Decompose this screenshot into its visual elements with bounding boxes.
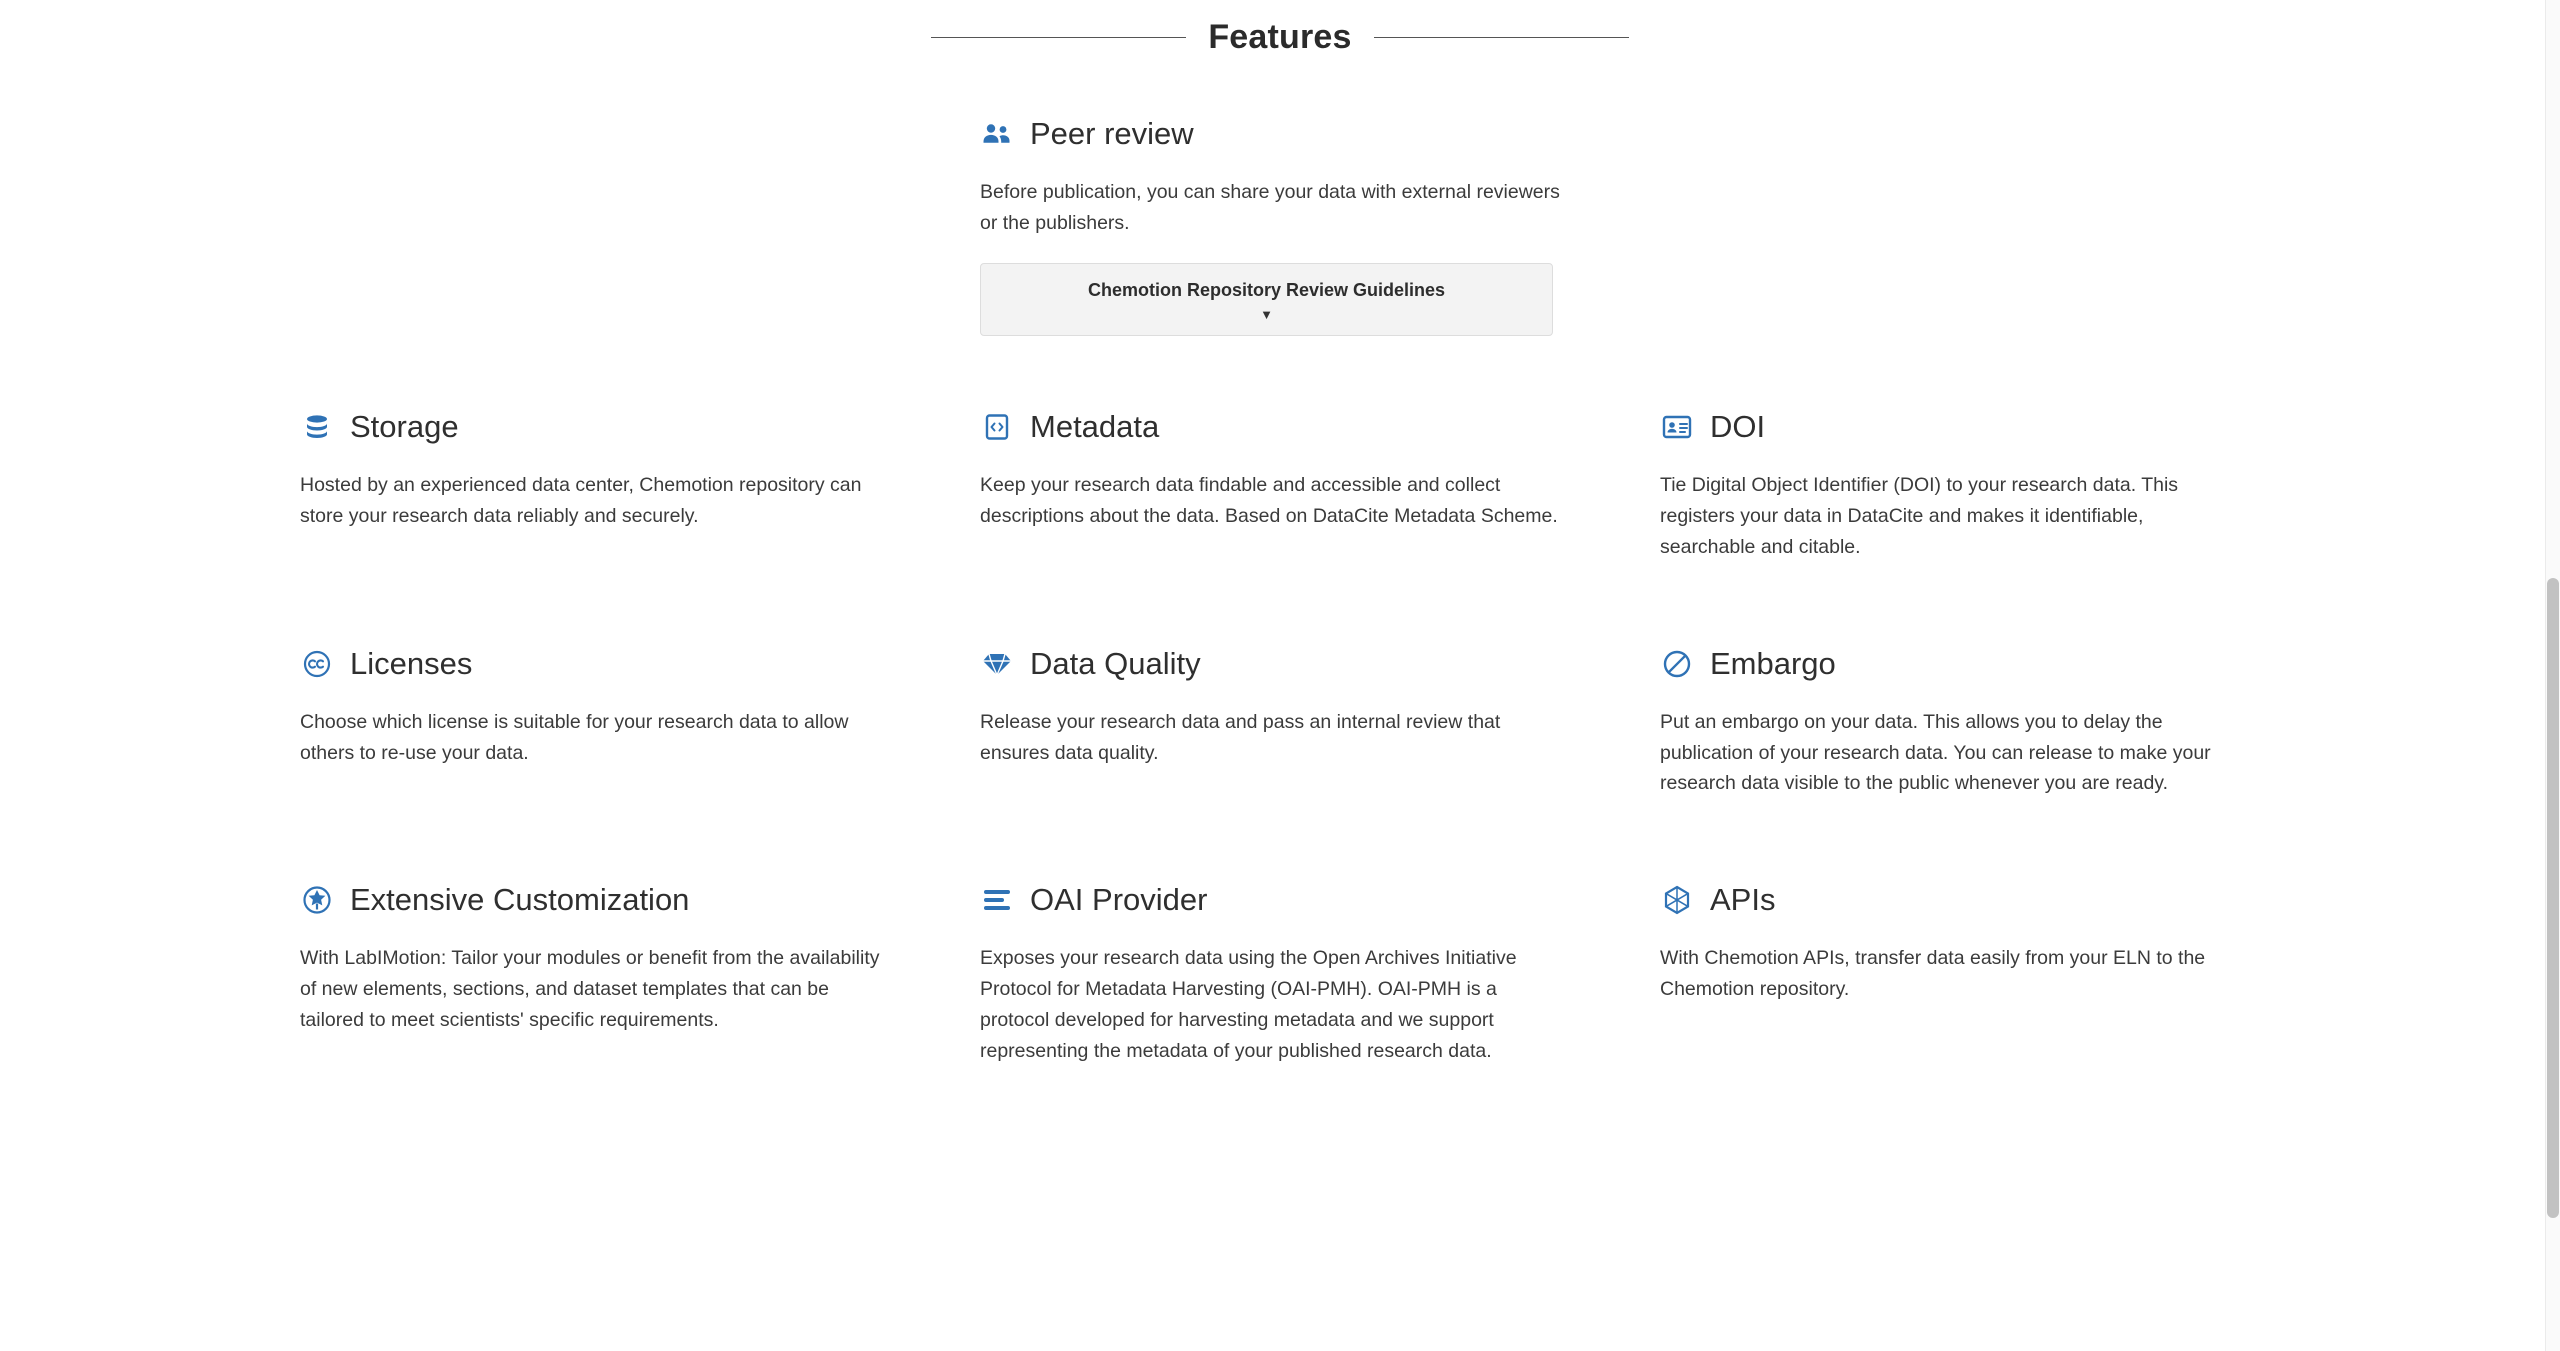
database-icon [300,410,334,444]
feature-header [1660,883,2244,917]
feature-licenses [300,647,900,799]
feature-header [980,410,1564,444]
feature-title: Licenses [350,645,473,681]
feature-storage [300,410,900,562]
gem-icon [980,647,1014,681]
feature-apis [1660,883,2260,1066]
feature-metadata [980,410,1580,562]
feature-description: Choose which license is suitable for your research data to allow others to re-use your data. [300,710,849,764]
feature-title: Data Quality [1030,645,1201,681]
chevron-down-icon: ▼ [1260,307,1273,323]
feature-description: Put an embargo on your data. This allows you to delay the publication of your research data. You can release to make your research data visible to the public whenever you are ready. [1660,710,2211,795]
id-card-icon [1660,410,1694,444]
feature-title: Embargo [1710,645,1836,681]
feature-title: Storage [350,409,459,445]
network-hexagon-icon [1660,883,1694,917]
peer-review-row [300,117,2260,336]
feature-header [1660,647,2244,681]
feature-description: Release your research data and pass an internal review that ensures data quality. [980,710,1501,764]
feature-header [980,647,1564,681]
feature-oai-provider [980,883,1580,1066]
feature-title: OAI Provider [1030,882,1208,918]
accordion-label: Chemotion Repository Review Guidelines [1087,279,1446,300]
feature-header [980,117,1564,151]
row-spacer [300,799,2260,883]
feature-header [1660,410,2244,444]
feature-data-quality [980,647,1580,799]
feature-description: Hosted by an experienced data center, Chemotion repository can store your research data reliably and securely. [300,474,862,528]
gear-star-icon [300,883,334,917]
creative-commons-icon [300,647,334,681]
feature-title: Metadata [1030,409,1160,445]
people-group-icon [980,117,1014,151]
row-spacer [300,563,2260,647]
feature-description: With Chemotion APIs, transfer data easily from your ELN to the Chemotion repository. [1660,947,2206,1001]
stream-lines-icon [980,883,1014,917]
feature-doi [1660,410,2260,562]
heading-rule-right [1374,37,1629,38]
feature-header [980,883,1564,917]
feature-title: DOI [1710,409,1766,445]
feature-description: With LabIMotion: Tailor your modules or benefit from the availability of new elements, sections, and dataset templates that can be tailored to meet scientists' specific requirements. [300,947,880,1031]
feature-header [300,647,884,681]
metadata-code-file-icon [980,410,1014,444]
feature-extensive-customization [300,883,900,1066]
feature-description: Tie Digital Object Identifier (DOI) to your research data. This registers your data in DataCite and makes it identifiable, searchable and citable. [1660,474,2179,558]
feature-header [300,883,884,917]
feature-title: Peer review [1030,116,1194,151]
feature-title: Extensive Customization [350,882,690,918]
heading-rule-left [931,37,1186,38]
feature-description: Exposes your research data using the Open Archives Initiative Protocol for Metadata Harvesting (OAI-PMH). OAI-PMH is a protocol developed for harvesting metadata and we support representing the metadata of your published research data. [980,947,1517,1062]
feature-header [300,410,884,444]
scrollbar-thumb[interactable] [2547,578,2559,1218]
feature-title: APIs [1710,882,1776,918]
ban-circle-icon [1660,647,1694,681]
feature-peer-review [980,117,1580,336]
page-title: Features [1208,18,1352,56]
feature-description: Before publication, you can share your data with external reviewers or the publishers. [980,181,1560,234]
review-guidelines-accordion[interactable] [980,263,1553,337]
features-grid [300,410,2260,1066]
page-scrollbar[interactable] [2545,0,2560,1351]
feature-description: Keep your research data findable and accessible and collect descriptions about the data. Based on DataCite Metadata Scheme. [980,474,1558,528]
section-heading [0,18,2560,57]
feature-embargo [1660,647,2260,799]
